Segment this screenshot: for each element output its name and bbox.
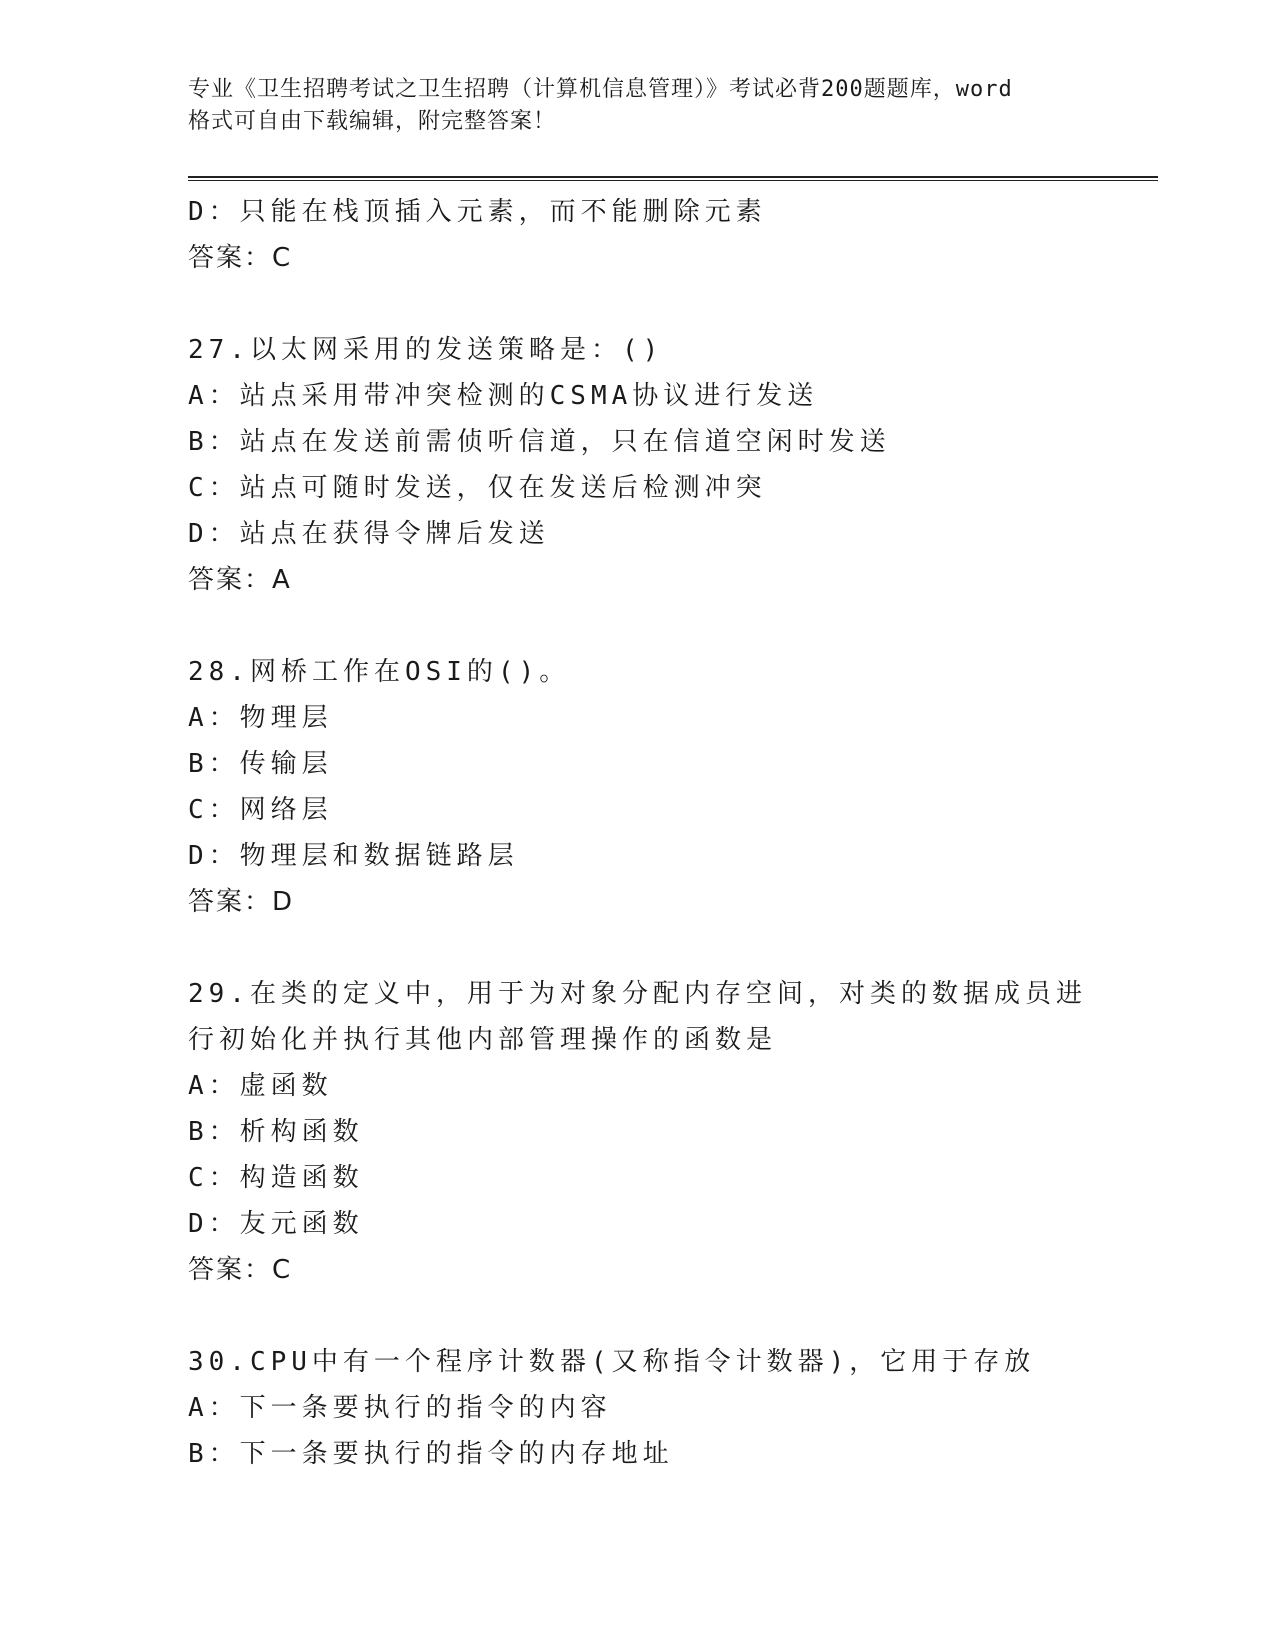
question-28 [188,649,1158,925]
option-a: A：虚函数 [188,1071,333,1101]
option-a: A：下一条要执行的指令的内容 [188,1393,612,1423]
option-d: D：只能在栈顶插入元素，而不能删除元素 [188,197,767,227]
option-a: A：站点采用带冲突检测的CSMA协议进行发送 [188,381,819,411]
question-30 [188,1339,1158,1477]
header-divider [188,176,1158,181]
answer-line: 答案：D [188,887,295,917]
option-d: D：友元函数 [188,1209,364,1239]
option-b: B：传输层 [188,749,333,779]
answer-line: 答案：A [188,565,292,595]
question-stem: 28.网桥工作在OSI的()。 [188,657,571,687]
document-page [188,0,1158,1650]
option-a: A：物理层 [188,703,333,733]
option-c: C：网络层 [188,795,333,825]
option-b: B：站点在发送前需侦听信道，只在信道空闲时发送 [188,427,891,457]
carryover-question [188,189,1158,281]
option-c: C：站点可随时发送，仅在发送后检测冲突 [188,473,767,503]
header-line-2: 格式可自由下载编辑，附完整答案！ [188,109,557,134]
answer-line: 答案：C [188,1255,293,1285]
option-b: B：析构函数 [188,1117,364,1147]
document-header [188,74,1088,138]
option-d: D：站点在获得令牌后发送 [188,519,550,549]
option-c: C：构造函数 [188,1163,364,1193]
question-stem: 30.CPU中有一个程序计数器(又称指令计数器)，它用于存放 [188,1347,1036,1377]
question-29 [188,971,1158,1293]
question-list [188,189,1158,1477]
option-d: D：物理层和数据链路层 [188,841,519,871]
question-stem: 27.以太网采用的发送策略是：() [188,335,664,365]
question-stem: 29.在类的定义中，用于为对象分配内存空间，对类的数据成员进行初始化并执行其他内部管理操作的函数是 [188,979,1087,1055]
option-b: B：下一条要执行的指令的内存地址 [188,1439,674,1469]
answer-line: 答案：C [188,243,293,273]
question-27 [188,327,1158,603]
header-line-1: 专业《卫生招聘考试之卫生招聘（计算机信息管理）》考试必背200题题库，word [188,77,1013,102]
